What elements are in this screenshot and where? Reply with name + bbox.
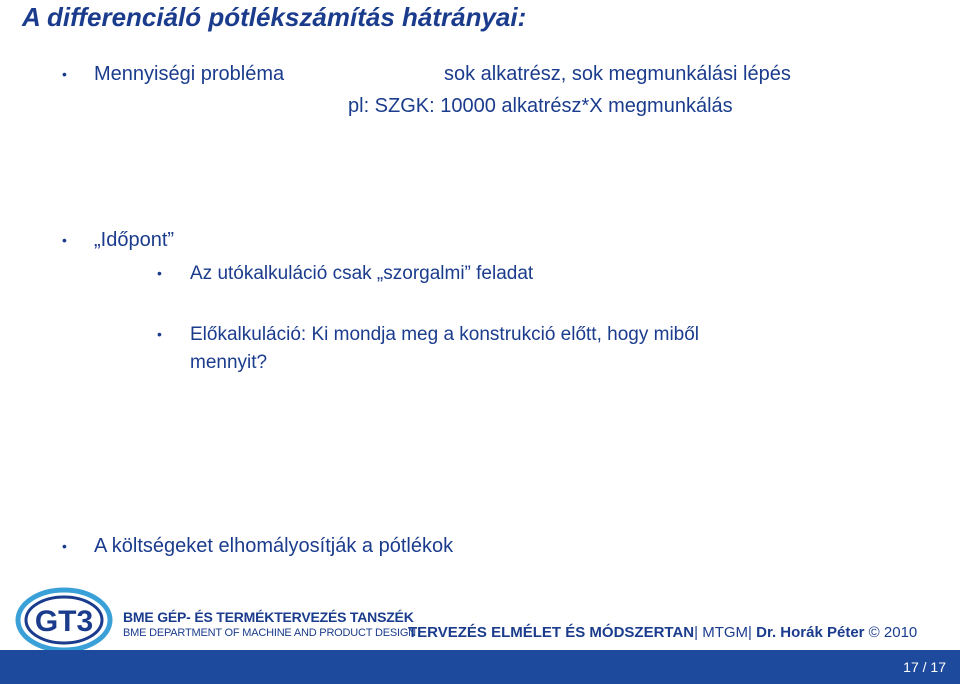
subbullet-text: Előkalkuláció: Ki mondja meg a konstrukció előtt, hogy miből [190,324,700,345]
bullet-example: pl: SZGK: 10000 alkatrész*X megmunkálás [348,95,733,117]
bullet-label: Mennyiségi probléma [94,63,285,85]
author-name: Dr. Horák Péter [751,624,865,641]
bullet-text: sok alkatrész, sok megmunkálási lépés [444,63,791,85]
bullet-dot: • [62,538,67,554]
department-name-en: BME DEPARTMENT OF MACHINE AND PRODUCT DESIGN [123,627,416,639]
separator: | [694,624,699,641]
bullet-label: A költségeket elhomályosítják a pótlékok [94,535,454,557]
course-code: MTGM [698,624,749,641]
gt3-logo-icon [14,585,114,655]
bullet-label: „Időpont” [94,229,175,251]
footer-bar [0,650,960,684]
page-number: 17 / 17 [903,659,946,675]
bullet-dot: • [157,265,162,281]
department-name-hu: BME GÉP- ÉS TERMÉKTERVEZÉS TANSZÉK [123,609,414,625]
bullet-dot: • [157,326,162,342]
separator: | [748,624,752,641]
bullet-dot: • [62,232,67,248]
course-name: TERVEZÉS ELMÉLET ÉS MÓDSZERTAN [408,624,695,641]
bullet-dot: • [62,66,67,82]
footer-course-info [408,624,917,641]
copyright: © 2010 [864,624,918,641]
subbullet-precalc-cont: mennyit? [190,352,268,373]
subbullet-text: Az utókalkuláció csak „szorgalmi” feladat [190,263,534,284]
slide-title: A differenciáló pótlékszámítás hátrányai: [22,2,527,32]
logo-text: GT3 [34,605,94,638]
